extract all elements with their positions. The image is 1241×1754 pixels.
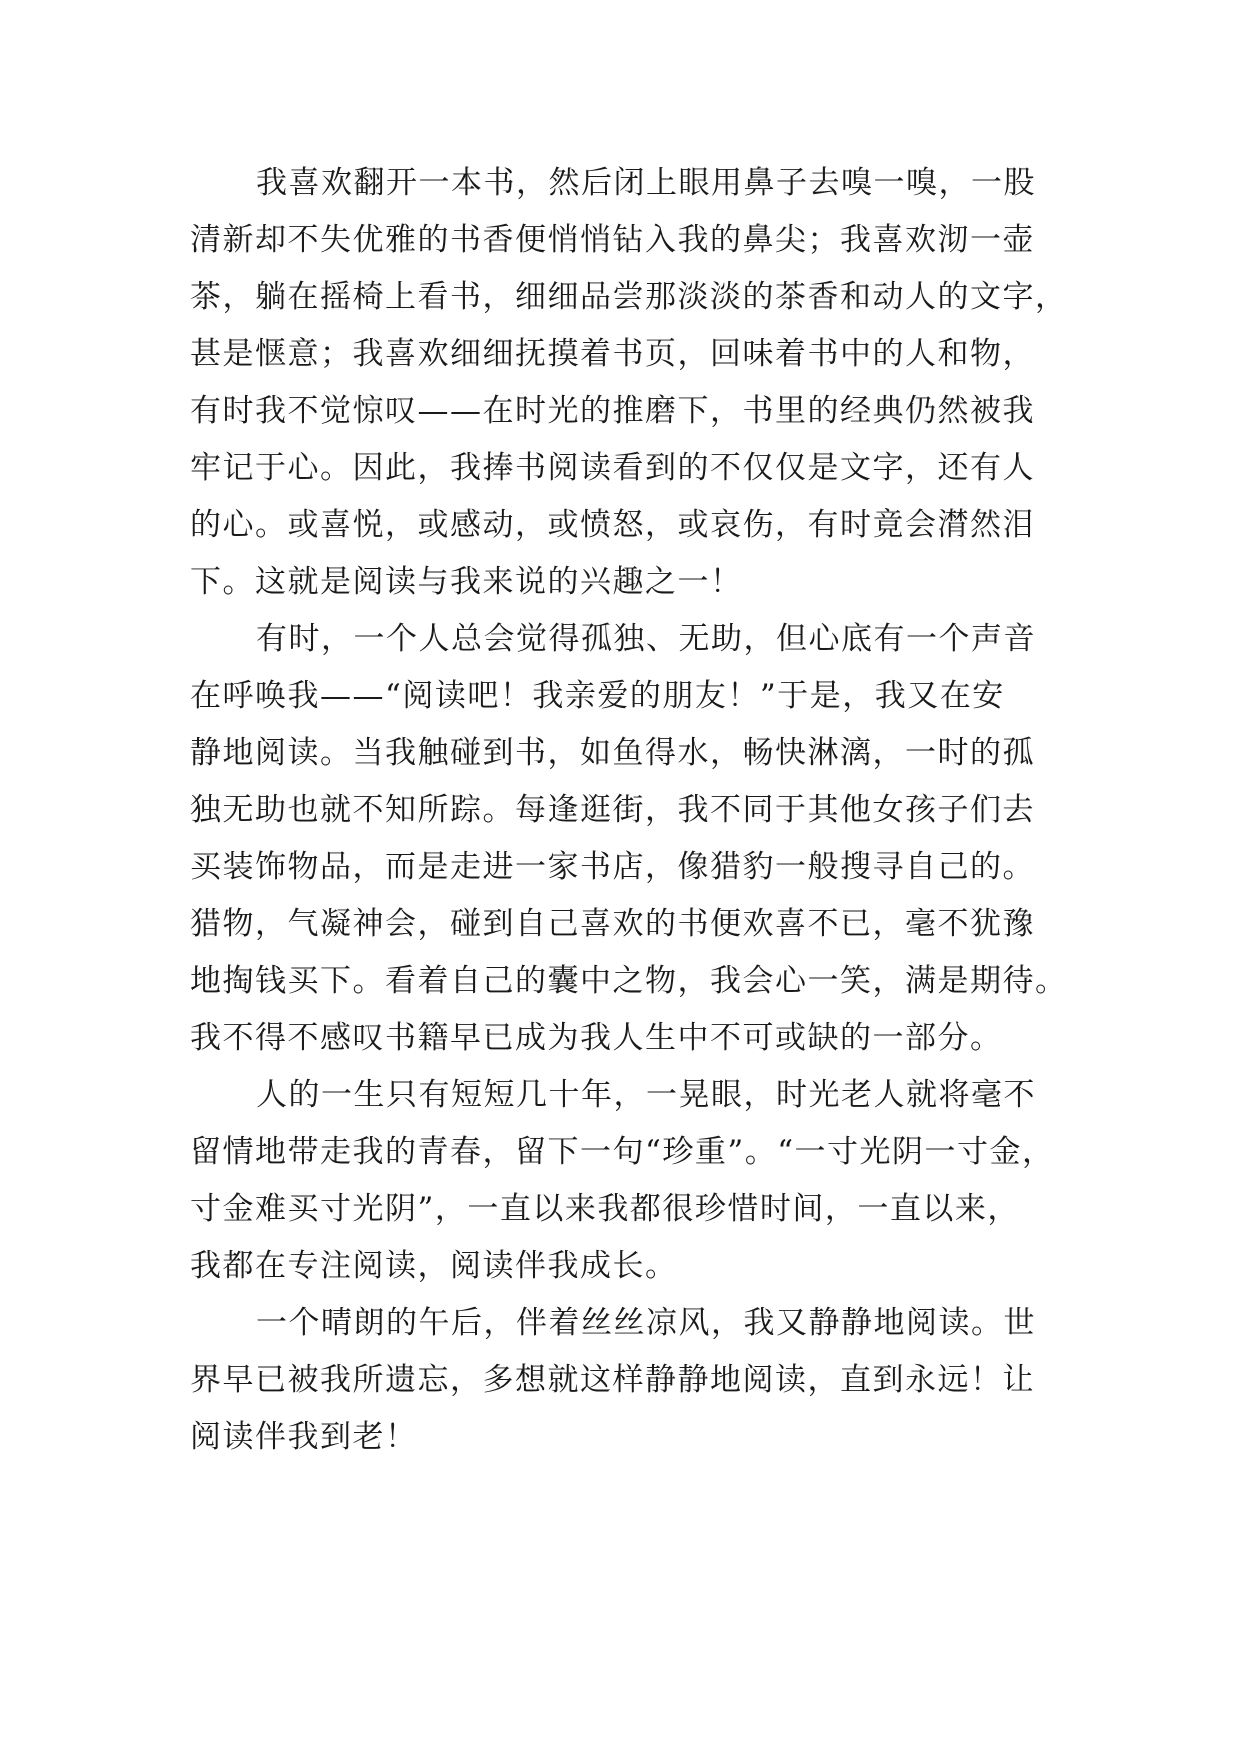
- text-line: 独无助也就不知所踪。每逢逛街，我不同于其他女孩子们去: [190, 792, 1035, 828]
- text-line: 有时，一个人总会觉得孤独、无助，但心底有一个声音: [256, 621, 1036, 657]
- text-line: 留情地带走我的青春，留下一句“珍重”。“一寸光阴一寸金，: [190, 1134, 1055, 1170]
- paragraph-3: [190, 1067, 1055, 1295]
- paragraph-1: [190, 155, 1068, 611]
- text-line: 一个晴朗的午后，伴着丝丝凉风，我又静静地阅读。世: [256, 1305, 1036, 1341]
- text-line: 静地阅读。当我触碰到书，如鱼得水，畅快淋漓，一时的孤: [190, 735, 1035, 771]
- text-line: 茶，躺在摇椅上看书，细细品尝那淡淡的茶香和动人的文字，: [190, 279, 1068, 315]
- text-line: 清新却不失优雅的书香便悄悄钻入我的鼻尖；我喜欢沏一壶: [190, 222, 1035, 258]
- text-line: 界早已被我所遗忘，多想就这样静静地阅读，直到永远！让: [190, 1362, 1035, 1398]
- text-line: 寸金难买寸光阴”，一直以来我都很珍惜时间，一直以来，: [190, 1191, 1020, 1227]
- text-line: 我不得不感叹书籍早已成为我人生中不可或缺的一部分。: [190, 1020, 1003, 1056]
- paragraph-2: [190, 611, 1068, 1067]
- text-line: 的心。或喜悦，或感动，或愤怒，或哀伤，有时竟会潸然泪: [190, 507, 1035, 543]
- text-line: 买装饰物品，而是走进一家书店，像猎豹一般搜寻自己的。: [190, 849, 1035, 885]
- text-line: 我喜欢翻开一本书，然后闭上眼用鼻子去嗅一嗅，一股: [256, 165, 1036, 201]
- article-body: [190, 155, 1068, 1466]
- text-line: 我都在专注阅读，阅读伴我成长。: [190, 1248, 678, 1284]
- text-line: 人的一生只有短短几十年，一晃眼，时光老人就将毫不: [256, 1077, 1036, 1113]
- text-line: 甚是惬意；我喜欢细细抚摸着书页，回味着书中的人和物，: [190, 336, 1035, 372]
- text-line: 阅读伴我到老！: [190, 1419, 418, 1455]
- text-line: 有时我不觉惊叹——在时光的推磨下，书里的经典仍然被我: [190, 393, 1035, 429]
- paragraph-4: [190, 1295, 1050, 1466]
- text-line: 在呼唤我——“阅读吧！我亲爱的朋友！”于是，我又在安: [190, 678, 1005, 714]
- text-line: 猎物，气凝神会，碰到自己喜欢的书便欢喜不已，毫不犹豫: [190, 906, 1035, 942]
- text-line: 牢记于心。因此，我捧书阅读看到的不仅仅是文字，还有人: [190, 450, 1035, 486]
- text-line: 下。这就是阅读与我来说的兴趣之一！: [190, 564, 743, 600]
- text-line: 地掏钱买下。看着自己的囊中之物，我会心一笑，满是期待。: [190, 963, 1068, 999]
